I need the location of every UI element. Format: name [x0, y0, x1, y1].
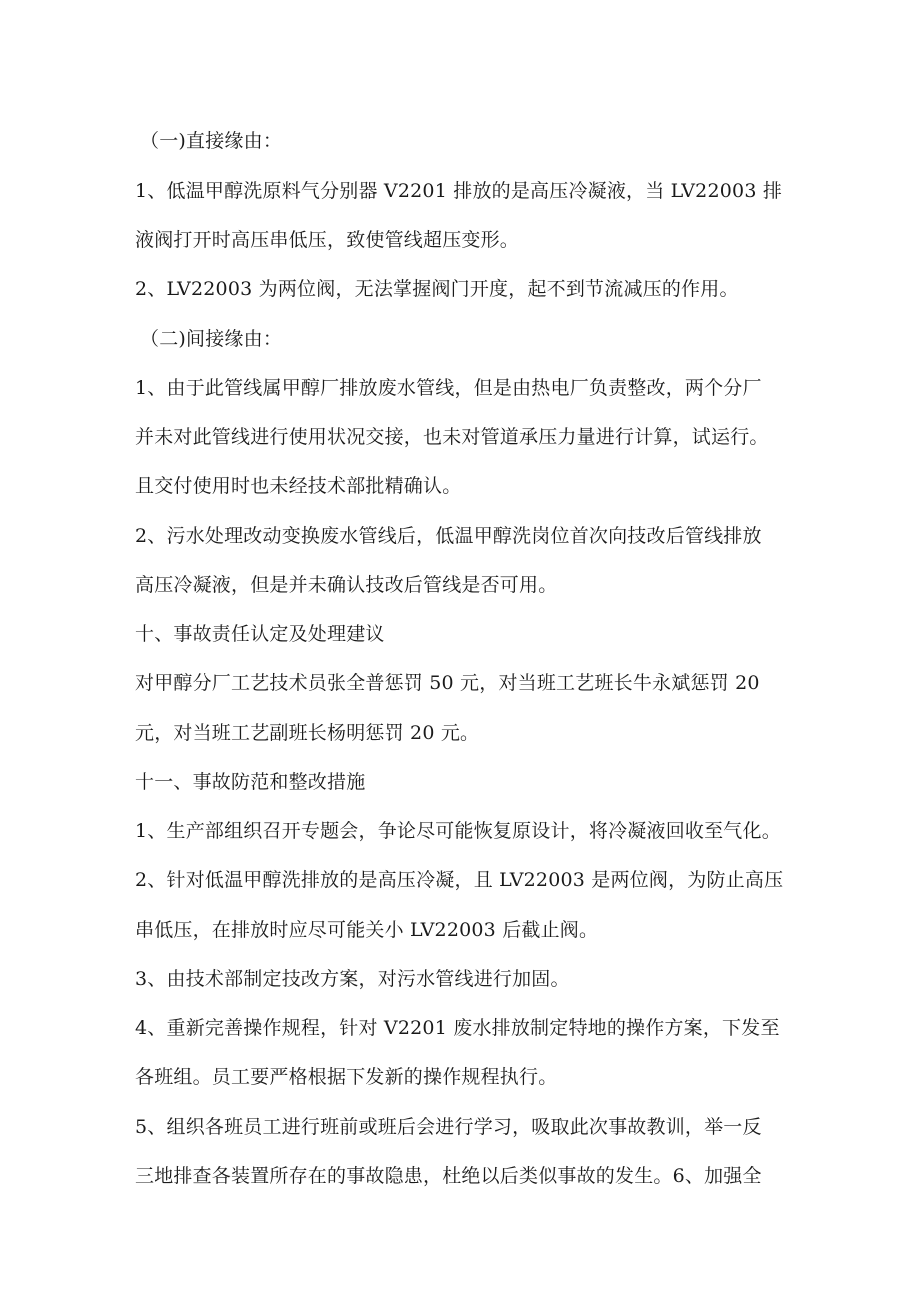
section-heading-indirect-cause: （二)间接缘由： — [140, 328, 283, 350]
paragraph-line: 4、重新完善操作规程，针对 V2201 废水排放制定特地的操作方案，下发至 — [135, 1017, 780, 1039]
paragraph-line: 3、由技术部制定技改方案，对污水管线进行加固。 — [135, 968, 570, 990]
section-heading-responsibility: 十、事故责任认定及处理建议 — [135, 623, 385, 645]
paragraph-line: 串低压，在排放时应尽可能关小 LV22003 后截止阀。 — [135, 919, 599, 941]
section-heading-prevention: 十一、事故防范和整改措施 — [135, 771, 366, 793]
paragraph-line: 2、LV22003 为两位阀，无法掌握阀门开度，起不到节流减压的作用。 — [135, 278, 739, 300]
paragraph-line: 并未对此管线进行使用状况交接，也未对管道承压力量进行计算，试运行。 — [135, 426, 769, 448]
paragraph-line: 对甲醇分厂工艺技术员张全普惩罚 50 元，对当班工艺班长牛永斌惩罚 20 — [135, 672, 760, 694]
paragraph-line: 1、低温甲醇洗原料气分别器 V2201 排放的是高压冷凝液，当 LV22003 排 — [135, 180, 783, 202]
paragraph-line: 1、由于此管线属甲醇厂排放废水管线，但是由热电厂负责整改，两个分厂 — [135, 377, 762, 399]
paragraph-line: 各班组。员工要严格根据下发新的操作规程执行。 — [135, 1066, 558, 1088]
paragraph-line: 1、生产部组织召开专题会，争论尽可能恢复原设计，将冷凝液回收至气化。 — [135, 820, 781, 842]
paragraph-line: 高压冷凝液，但是并未确认技改后管线是否可用。 — [135, 574, 558, 596]
paragraph-line: 2、污水处理改动变换废水管线后，低温甲醇洗岗位首次向技改后管线排放 — [135, 525, 762, 547]
paragraph-line: 且交付使用时也未经技术部批精确认。 — [135, 475, 462, 497]
paragraph-line: 2、针对低温甲醇洗排放的是高压冷凝，且 LV22003 是两位阀，为防止高压 — [135, 869, 784, 891]
paragraph-line: 元，对当班工艺副班长杨明惩罚 20 元。 — [135, 722, 480, 744]
paragraph-line: 液阀打开时高压串低压，致使管线超压变形。 — [135, 229, 520, 251]
paragraph-line: 三地排查各装置所存在的事故隐患，杜绝以后类似事故的发生。6、加强全 — [135, 1165, 762, 1187]
section-heading-direct-cause: （一)直接缘由： — [140, 130, 283, 152]
paragraph-line: 5、组织各班员工进行班前或班后会进行学习，吸取此次事故教训，举一反 — [135, 1116, 762, 1138]
